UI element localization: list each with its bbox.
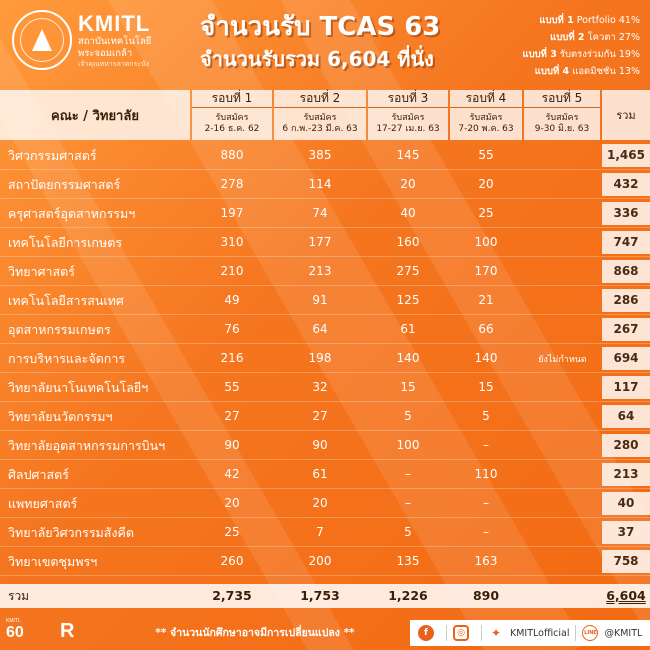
line-icon[interactable]: LINE xyxy=(582,625,598,641)
round-date-label: รับสมัคร xyxy=(469,113,503,123)
row-round-2-value: 385 xyxy=(308,148,332,162)
brand-block xyxy=(78,12,151,69)
quota-item xyxy=(522,12,640,29)
row-round-3-value: 40 xyxy=(400,206,416,220)
kmitl-seal-logo xyxy=(12,10,72,70)
row-divider xyxy=(0,575,650,576)
row-round-1-value: 210 xyxy=(220,264,244,278)
table-row xyxy=(0,289,650,312)
table-row xyxy=(0,521,650,544)
row-faculty-name: การบริหารและจัดการ xyxy=(8,351,126,366)
row-round-2-value: 90 xyxy=(312,438,328,452)
row-round-1-value: 49 xyxy=(224,293,240,307)
row-round-1-value: 42 xyxy=(224,467,240,481)
round-date-range: 9-30 มิ.ย. 63 xyxy=(534,124,590,134)
quota-label: แบบที่ 2 xyxy=(550,32,585,43)
row-faculty-name: วิศวกรรมศาสตร์ xyxy=(8,148,97,163)
row-round-2-value: 32 xyxy=(312,380,328,394)
table-row xyxy=(0,492,650,515)
sum-total: 6,604 xyxy=(606,588,646,603)
round-date-range: 17-27 เม.ย. 63 xyxy=(376,124,440,134)
total-column-header: รวม xyxy=(602,90,650,140)
table-row xyxy=(0,260,650,283)
row-round-2-value: 64 xyxy=(312,322,328,336)
quota-text: แอดมิชชัน 13% xyxy=(572,66,640,77)
table-row xyxy=(0,434,650,457)
row-divider xyxy=(0,546,650,547)
row-divider xyxy=(0,169,650,170)
row-round-4-value: 25 xyxy=(478,206,494,220)
instagram-icon[interactable]: ◎ xyxy=(453,625,469,641)
faculty-column-header: คณะ / วิทยาลัย xyxy=(0,90,190,140)
sum-round-2: 1,753 xyxy=(300,588,340,603)
round-1-header: รอบที่ 1 xyxy=(192,90,272,108)
row-total: 286 xyxy=(602,289,650,312)
table-row xyxy=(0,318,650,341)
brand-line-2: พระจอมเกล้า xyxy=(78,48,133,59)
quota-label: แบบที่ 4 xyxy=(534,66,570,77)
round-5-dates xyxy=(524,108,600,140)
row-round-4-value: 170 xyxy=(474,264,498,278)
table-row xyxy=(0,463,650,486)
row-round-4-value: 100 xyxy=(474,235,498,249)
row-round-1-value: 310 xyxy=(220,235,244,249)
round-2-header: รอบที่ 2 xyxy=(274,90,366,108)
row-round-1-value: 278 xyxy=(220,177,244,191)
row-divider xyxy=(0,372,650,373)
quota-item xyxy=(522,29,640,46)
row-faculty-name: วิทยาลัยอุตสาหกรรมการบินฯ xyxy=(8,438,166,453)
row-round-4-value: 15 xyxy=(478,380,494,394)
row-total: 336 xyxy=(602,202,650,225)
social-bar xyxy=(410,620,650,646)
row-round-1-value: 216 xyxy=(220,351,244,365)
quota-item xyxy=(522,63,640,80)
row-faculty-name: สถาปัตยกรรมศาสตร์ xyxy=(8,177,121,192)
row-round-4-value: 140 xyxy=(474,351,498,365)
round-date-label: รับสมัคร xyxy=(303,113,337,123)
row-total: 694 xyxy=(602,347,650,370)
twitter-handle[interactable]: KMITLofficial xyxy=(510,627,570,639)
row-round-3-value: – xyxy=(405,467,411,481)
kmitl-60-logo xyxy=(6,618,42,646)
table-row xyxy=(0,202,650,225)
sum-round-4: 890 xyxy=(472,588,500,603)
table-row xyxy=(0,231,650,254)
row-round-4-value: 163 xyxy=(474,554,498,568)
row-faculty-name: เทคโนโลยีสารสนเทศ xyxy=(8,293,124,308)
row-round-4-value: 66 xyxy=(478,322,494,336)
table-row xyxy=(0,173,650,196)
row-total: 747 xyxy=(602,231,650,254)
row-total: 280 xyxy=(602,434,650,457)
brand-line-1: สถาบันเทคโนโลยี xyxy=(78,36,152,47)
sum-row xyxy=(0,584,650,608)
page-subtitle: จำนวนรับรวม 6,604 ที่นั่ง xyxy=(200,47,434,71)
row-total: 64 xyxy=(602,405,650,428)
footer-note: ** จำนวนนักศึกษาอาจมีการเปลี่ยนแปลง ** xyxy=(155,627,355,639)
row-round-4-value: 21 xyxy=(478,293,494,307)
row-round-3-value: 135 xyxy=(396,554,420,568)
row-round-3-value: 140 xyxy=(396,351,420,365)
row-faculty-name: วิทยาเขตชุมพรฯ xyxy=(8,554,98,569)
row-round-2-value: 177 xyxy=(308,235,332,249)
row-total: 40 xyxy=(602,492,650,515)
row-round-1-value: 260 xyxy=(220,554,244,568)
facebook-icon[interactable]: f xyxy=(418,625,434,641)
r-logo: R xyxy=(60,620,75,642)
row-total: 267 xyxy=(602,318,650,341)
row-faculty-name: วิทยาลัยนาโนเทคโนโลยีฯ xyxy=(8,380,149,395)
row-round-1-value: 55 xyxy=(224,380,240,394)
row-round-4-value: 55 xyxy=(478,148,494,162)
round-date-label: รับสมัคร xyxy=(545,113,579,123)
row-round-4-value: 5 xyxy=(482,409,490,423)
round-date-label: รับสมัคร xyxy=(215,113,249,123)
sum-label: รวม xyxy=(8,589,30,603)
quota-text: โควตา 27% xyxy=(587,32,640,43)
row-round-4-value: – xyxy=(483,496,489,510)
row-faculty-name: แพทยศาสตร์ xyxy=(8,496,78,511)
row-round-1-value: 20 xyxy=(224,496,240,510)
round-5-note: ยังไม่กำหนด xyxy=(538,355,587,365)
row-round-4-value: – xyxy=(483,525,489,539)
row-total: 758 xyxy=(602,550,650,573)
row-round-2-value: 61 xyxy=(312,467,328,481)
row-divider xyxy=(0,198,650,199)
row-divider xyxy=(0,227,650,228)
quota-legend xyxy=(522,12,640,80)
round-1-dates xyxy=(192,108,272,140)
row-divider xyxy=(0,314,650,315)
crown-icon xyxy=(32,29,52,51)
seal-inner xyxy=(20,18,64,62)
row-round-2-value: 27 xyxy=(312,409,328,423)
row-round-2-value: 74 xyxy=(312,206,328,220)
row-divider xyxy=(0,256,650,257)
row-divider xyxy=(0,459,650,460)
row-divider xyxy=(0,430,650,431)
row-round-4-value: 20 xyxy=(478,177,494,191)
row-faculty-name: อุตสาหกรรมเกษตร xyxy=(8,322,111,337)
row-round-4-value: – xyxy=(483,438,489,452)
round-2-dates xyxy=(274,108,366,140)
line-handle[interactable]: @KMITL xyxy=(604,627,643,639)
row-total: 432 xyxy=(602,173,650,196)
row-total: 868 xyxy=(602,260,650,283)
row-faculty-name: วิทยาลัยวิศวกรรมสังคีต xyxy=(8,525,135,540)
row-round-1-value: 25 xyxy=(224,525,240,539)
kmitl-60-small-text: KMITL xyxy=(6,618,21,624)
sum-round-3: 1,226 xyxy=(388,588,428,603)
quota-item xyxy=(522,46,640,63)
divider xyxy=(575,625,576,641)
round-3-header: รอบที่ 3 xyxy=(368,90,448,108)
twitter-icon[interactable]: ✦ xyxy=(488,625,504,641)
row-round-3-value: 5 xyxy=(404,525,412,539)
round-4-dates xyxy=(450,108,522,140)
round-5-header: รอบที่ 5 xyxy=(524,90,600,108)
footer xyxy=(0,612,650,650)
row-round-3-value: 160 xyxy=(396,235,420,249)
row-round-3-value: 20 xyxy=(400,177,416,191)
table-row xyxy=(0,144,650,167)
row-faculty-name: ครุศาสตร์อุตสาหกรรมฯ xyxy=(8,206,136,221)
row-round-2-value: 91 xyxy=(312,293,328,307)
row-round-2-value: 213 xyxy=(308,264,332,278)
row-round-2-value: 114 xyxy=(308,177,332,191)
row-total: 117 xyxy=(602,376,650,399)
row-round-2-value: 200 xyxy=(308,554,332,568)
table-row xyxy=(0,405,650,428)
quota-text: Portfolio 41% xyxy=(576,15,640,26)
table-row xyxy=(0,550,650,573)
row-round-3-value: 275 xyxy=(396,264,420,278)
row-total: 1,465 xyxy=(602,144,650,167)
round-date-range: 2-16 ธ.ค. 62 xyxy=(204,124,260,134)
row-faculty-name: เทคโนโลยีการเกษตร xyxy=(8,235,123,250)
row-round-1-value: 90 xyxy=(224,438,240,452)
divider xyxy=(446,625,447,641)
row-total: 37 xyxy=(602,521,650,544)
quota-label: แบบที่ 1 xyxy=(539,15,574,26)
row-faculty-name: ศิลปศาสตร์ xyxy=(8,467,69,482)
row-round-2-value: 20 xyxy=(312,496,328,510)
row-round-2-value: 7 xyxy=(316,525,324,539)
row-divider xyxy=(0,343,650,344)
sum-round-1: 2,735 xyxy=(212,588,252,603)
row-round-3-value: 125 xyxy=(396,293,420,307)
row-round-3-value: 145 xyxy=(396,148,420,162)
row-round-3-value: 5 xyxy=(404,409,412,423)
row-divider xyxy=(0,488,650,489)
brand-logo-text: KMITL xyxy=(78,11,151,36)
row-round-3-value: 15 xyxy=(400,380,416,394)
round-date-label: รับสมัคร xyxy=(391,113,425,123)
row-round-2-value: 198 xyxy=(308,351,332,365)
row-round-1-value: 880 xyxy=(220,148,244,162)
quota-text: รับตรงร่วมกัน 19% xyxy=(559,49,640,60)
row-divider xyxy=(0,401,650,402)
row-round-4-value: 110 xyxy=(474,467,498,481)
quota-label: แบบที่ 3 xyxy=(522,49,557,60)
row-total: 213 xyxy=(602,463,650,486)
page-title: จำนวนรับ TCAS 63 xyxy=(200,12,441,42)
table-row xyxy=(0,376,650,399)
round-date-range: 6 ก.พ.-23 มี.ค. 63 xyxy=(282,124,358,134)
round-4-header: รอบที่ 4 xyxy=(450,90,522,108)
row-round-1-value: 27 xyxy=(224,409,240,423)
row-faculty-name: วิทยาศาสตร์ xyxy=(8,264,76,279)
round-3-dates xyxy=(368,108,448,140)
row-round-1-value: 197 xyxy=(220,206,244,220)
round-date-range: 7-20 พ.ค. 63 xyxy=(458,124,514,134)
row-divider xyxy=(0,285,650,286)
row-divider xyxy=(0,517,650,518)
kmitl-60-number: 60 xyxy=(6,624,24,641)
divider xyxy=(481,625,482,641)
row-faculty-name: วิทยาลัยนวัตกรรมฯ xyxy=(8,409,113,424)
row-round-3-value: 61 xyxy=(400,322,416,336)
row-round-1-value: 76 xyxy=(224,322,240,336)
row-round-3-value: – xyxy=(405,496,411,510)
brand-line-3: เจ้าคุณทหารลาดกระบัง xyxy=(78,60,149,68)
row-round-3-value: 100 xyxy=(396,438,420,452)
